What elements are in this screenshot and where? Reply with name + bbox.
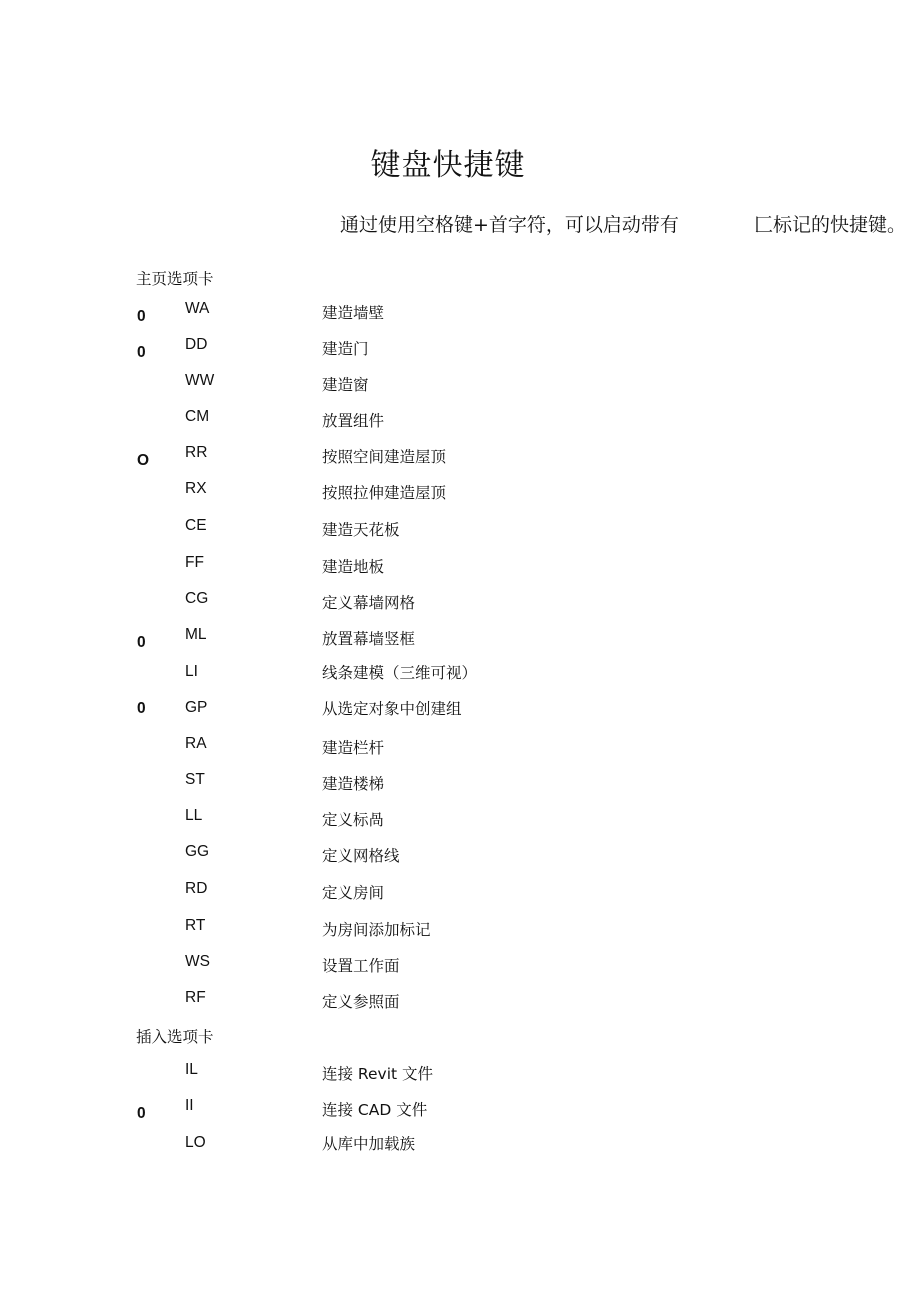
shortcut-row (0, 626, 920, 660)
shortcut-row (0, 807, 920, 841)
shortcut-row (0, 408, 920, 442)
shortcut-description: 定义网格线 (322, 847, 400, 865)
shortcut-row (0, 660, 920, 694)
shortcut-description: 建造天花板 (322, 521, 400, 539)
shortcut-description: 线条建模（三维可视） (322, 664, 478, 682)
shortcut-mark: O (137, 452, 150, 469)
shortcut-key: CE (185, 517, 207, 534)
intro-paragraph (340, 210, 920, 240)
shortcut-row (0, 480, 920, 514)
shortcut-row (0, 444, 920, 478)
shortcut-row (0, 554, 920, 588)
shortcut-row (0, 1061, 920, 1095)
shortcut-description: 定义标咼 (322, 811, 385, 829)
shortcut-description: 建造窗 (322, 376, 369, 394)
shortcut-description: 从库中加载族 (322, 1135, 416, 1153)
shortcut-description: 按照拉伸建造屋顶 (322, 484, 447, 502)
shortcut-row (0, 372, 920, 406)
shortcut-row (0, 300, 920, 334)
shortcut-key: II (185, 1097, 194, 1114)
shortcut-key: LL (185, 807, 203, 824)
shortcut-row (0, 1131, 920, 1165)
shortcut-key: GP (185, 699, 208, 716)
shortcut-description: 建造墙壁 (322, 304, 385, 322)
shortcut-description: 连接 Revit 文件 (322, 1065, 434, 1083)
shortcut-row (0, 1097, 920, 1131)
shortcut-description: 放置组件 (322, 412, 385, 430)
shortcut-row (0, 590, 920, 624)
shortcut-description: 设置工作面 (322, 957, 400, 975)
shortcut-row (0, 735, 920, 769)
page-title (0, 140, 920, 184)
intro-text-part1: 通过使用空格键+首字符，可以启动带有 (340, 214, 679, 236)
shortcut-row (0, 336, 920, 370)
intro-text-part2: 匚标记的快捷键。 (754, 214, 907, 236)
shortcut-row (0, 953, 920, 987)
shortcut-key: LI (185, 663, 198, 680)
shortcut-key: GG (185, 843, 210, 860)
shortcut-key: DD (185, 336, 208, 353)
shortcut-key: ST (185, 771, 205, 788)
shortcut-key: RD (185, 880, 208, 897)
shortcut-description: 从选定对象中创建组 (322, 700, 462, 718)
shortcut-mark: 0 (137, 634, 146, 651)
shortcut-key: FF (185, 554, 204, 571)
shortcut-key: RX (185, 480, 207, 497)
shortcut-key: LO (185, 1134, 206, 1151)
shortcut-key: CG (185, 590, 209, 607)
shortcut-key: CM (185, 408, 210, 425)
shortcut-key: WW (185, 372, 215, 389)
shortcut-row (0, 843, 920, 877)
shortcut-key: WS (185, 953, 210, 970)
shortcut-description: 按照空间建造屋顶 (322, 448, 447, 466)
shortcut-mark: 0 (137, 700, 146, 717)
shortcut-key: ML (185, 626, 207, 643)
shortcut-row (0, 517, 920, 551)
shortcut-description: 连接 CAD 文件 (322, 1101, 428, 1119)
section-heading-home: 主页选项卡 (136, 270, 214, 288)
shortcut-mark: 0 (137, 344, 146, 361)
shortcut-key: RA (185, 735, 207, 752)
shortcut-row (0, 917, 920, 951)
shortcut-description: 定义房间 (322, 884, 385, 902)
shortcut-description: 建造楼梯 (322, 775, 385, 793)
shortcut-row (0, 989, 920, 1023)
section-heading-insert: 插入选项卡 (136, 1028, 214, 1046)
shortcut-mark: 0 (137, 1105, 146, 1122)
shortcut-description: 定义幕墙网格 (322, 594, 416, 612)
shortcut-key: WA (185, 300, 210, 317)
shortcut-description: 放置幕墙竖框 (322, 630, 416, 648)
page-title-text: 键盘快捷键 (370, 148, 526, 183)
shortcut-description: 为房间添加标记 (322, 921, 431, 939)
shortcut-row (0, 696, 920, 730)
shortcut-mark: 0 (137, 308, 146, 325)
shortcut-key: RT (185, 917, 206, 934)
shortcut-row (0, 771, 920, 805)
shortcut-description: 建造门 (322, 340, 369, 358)
shortcut-key: RF (185, 989, 206, 1006)
shortcut-description: 建造栏杆 (322, 739, 385, 757)
shortcut-key: IL (185, 1061, 198, 1078)
shortcut-row (0, 880, 920, 914)
shortcut-description: 定义参照面 (322, 993, 400, 1011)
shortcut-description: 建造地板 (322, 558, 385, 576)
shortcut-key: RR (185, 444, 208, 461)
